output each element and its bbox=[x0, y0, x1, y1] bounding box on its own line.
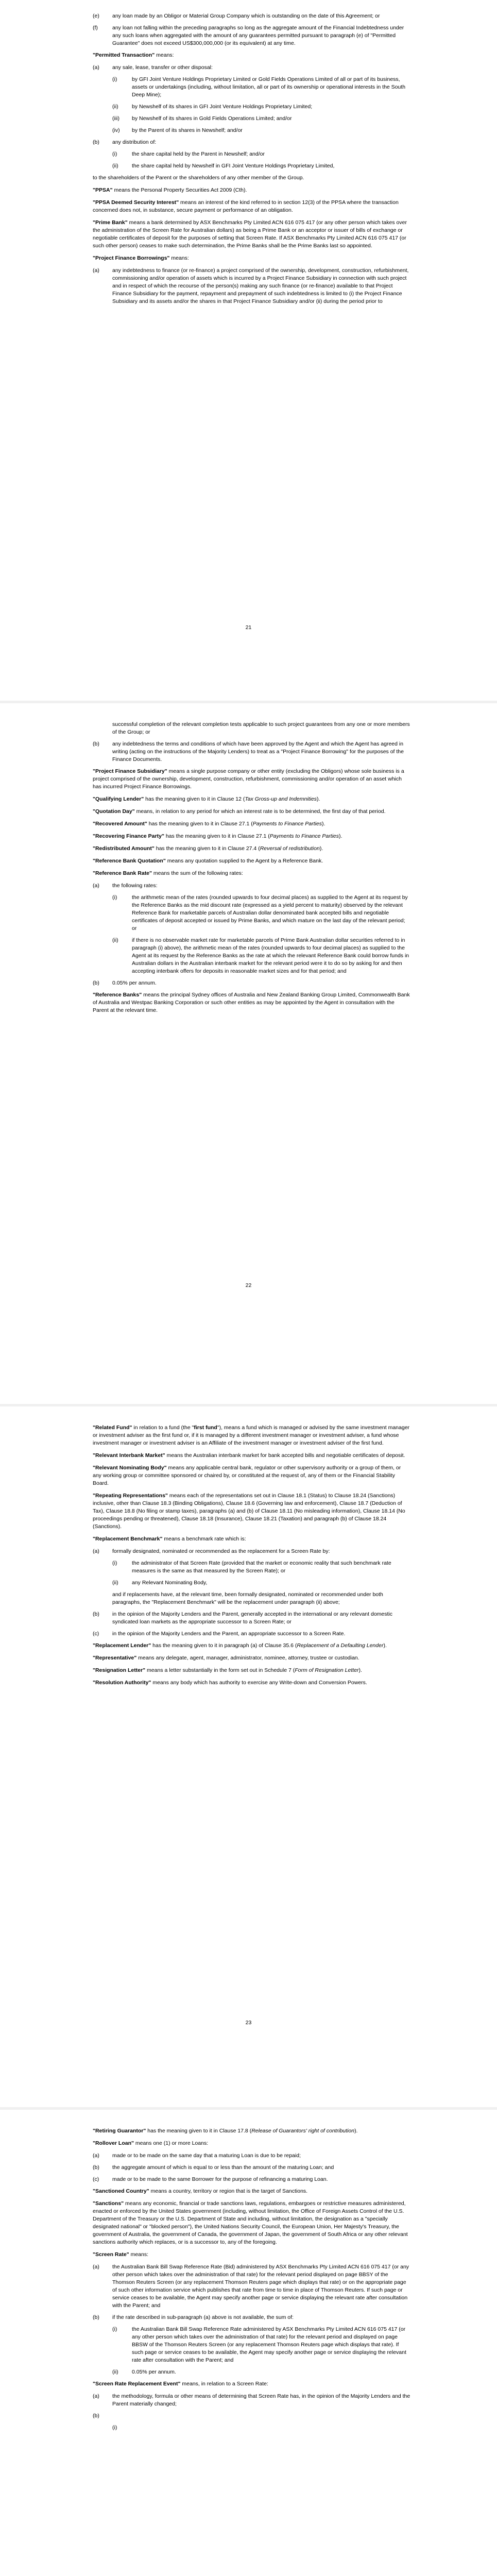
definition-text: "), means a fund which is managed or advised by the same investment manager or investment adviser as the first fund or, if it is managed by a different investment manager or investment adviser, a fund whose investment manager or investment adviser is an Affiliate of the investment manager or investment adviser of the first fund. bbox=[93, 1425, 410, 1446]
term: "Reference Banks" bbox=[93, 992, 142, 998]
clause-rbr-a-ii bbox=[93, 937, 411, 975]
clause-text: the methodology, formula or other means of determining that Screen Rate has, in the opinion of the Majority Lenders and the Parent materially changed; bbox=[112, 2393, 410, 2407]
term: "Recovered Amount" bbox=[93, 821, 147, 827]
term: "PPSA" bbox=[93, 187, 113, 193]
term: "Screen Rate" bbox=[93, 2251, 129, 2258]
term-inline: first fund bbox=[194, 1425, 217, 1431]
term: "Qualifying Lender" bbox=[93, 796, 144, 802]
page-24-content bbox=[93, 2127, 411, 2436]
clause-rb-b bbox=[93, 1611, 411, 1626]
page-number: 23 bbox=[245, 2020, 252, 2026]
definition-text: means the principal Sydney offices of Australia and New Zealand Banking Group Limited, Commonwealth Bank of Australia and Westpac Banking Corporation or such other entities as may be appointed by the Agent in consultation with the Parent at the relevant time. bbox=[93, 992, 410, 1013]
definition-redistributed-amount bbox=[93, 845, 411, 853]
term: "Reference Bank Rate" bbox=[93, 870, 152, 876]
clause-text: the share capital held by Newshelf in GFI Joint Venture Holdings Proprietary Limited, bbox=[132, 163, 335, 169]
clause-title: Release of Guarantors' right of contribution bbox=[251, 2128, 355, 2134]
definition-qualifying-lender bbox=[93, 795, 411, 803]
definition-recovered-amount bbox=[93, 820, 411, 828]
term: "Screen Rate Replacement Event" bbox=[93, 2381, 181, 2387]
clause-title: Form of Resignation Letter bbox=[295, 1667, 359, 1673]
term: "Resolution Authority" bbox=[93, 1680, 151, 1686]
definition-text: means each of the representations set out in Clause 18.1 (Status) to Clause 18.24 (Sanctions) inclusive, other than Clause 18.3 (Binding Obligations), Clause 18.6 (Governing law and enforcement), Clause 18.7 (Deduction of Tax), Clause 18.8 (No filing or stamp taxes), paragraphs (a) and (b) of Clause 18.11 (No misleading information), Clause 18.14 (No proceedings pending or threatened), Clause 18.18 (Insurance), Clause 18.21 (Taxation) and paragraph (b) of Clause 18.24 (Sanctions). bbox=[93, 1493, 405, 1530]
definition-text: means any delegate, agent, manager, administrator, nominee, attorney, trustee or custodian. bbox=[136, 1655, 359, 1661]
definition-text: means a benchmark rate which is: bbox=[162, 1536, 246, 1542]
definition-prime-bank bbox=[93, 219, 411, 250]
term: "Project Finance Borrowings" bbox=[93, 255, 170, 261]
clause-label: (i) bbox=[112, 2326, 117, 2332]
clause-sr-b-i bbox=[93, 2326, 411, 2364]
clause-text: successful completion of the relevant completion tests applicable to such project guarantees from any one or more members of the Group; or bbox=[112, 721, 410, 735]
clause-text: 0.05% per annum. bbox=[112, 980, 157, 986]
clause-text: the aggregate amount of which is equal to or less than the amount of the maturing Loan; and bbox=[112, 2164, 334, 2171]
term: "Retiring Guarantor" bbox=[93, 2128, 146, 2134]
clause-text: by Newshelf of its shares in GFI Joint Venture Holdings Proprietary Limited; bbox=[132, 104, 313, 110]
definition-reference-bank-quotation bbox=[93, 857, 411, 865]
clause-pfb-a bbox=[93, 267, 411, 306]
term: "Replacement Benchmark" bbox=[93, 1536, 163, 1542]
term: "Prime Bank" bbox=[93, 219, 128, 226]
clause-label: (ii) bbox=[112, 937, 118, 943]
definition-ppsa bbox=[93, 187, 411, 194]
clause-text: any loan not falling within the preceding paragraphs so long as the aggregate amount of the Financial Indebtedness under any such loans when aggregated with the amount of any guarantees permitted pursuant to paragraph (e) of "Permitted Guarantee" does not exceed US$300,000,000 (or its equivalent) at any time. bbox=[112, 25, 404, 46]
clause-label: (a) bbox=[93, 2264, 99, 2270]
definition-replacement-lender bbox=[93, 1642, 411, 1650]
clause-rb-a-i bbox=[93, 1560, 411, 1575]
clause-text: any Relevant Nominating Body, bbox=[132, 1580, 208, 1586]
definition-related-fund bbox=[93, 1424, 411, 1447]
clause-pt-b-i bbox=[93, 150, 411, 158]
clause-pt-a-iv bbox=[93, 127, 411, 134]
clause-label: (a) bbox=[93, 64, 99, 71]
clause-label: (i) bbox=[112, 76, 117, 82]
definition-permitted-transaction bbox=[93, 52, 411, 59]
definition-sanctioned-country bbox=[93, 2188, 411, 2195]
definition-text: means any body which has authority to exercise any Write-down and Conversion Powers. bbox=[151, 1680, 367, 1686]
punctuation: ). bbox=[317, 796, 320, 802]
definition-text: has the meaning given to it in paragraph (a) of Clause 35.6 ( bbox=[151, 1642, 297, 1649]
clause-label: (b) bbox=[93, 741, 99, 747]
clause-label: (ii) bbox=[112, 2369, 118, 2375]
clause-rb-a-tail bbox=[93, 1591, 411, 1606]
clause-pt-b bbox=[93, 139, 411, 146]
definition-project-finance-borrowings bbox=[93, 255, 411, 262]
term: "Redistributed Amount" bbox=[93, 845, 155, 852]
clause-label: (e) bbox=[93, 13, 99, 19]
clause-label: (i) bbox=[112, 1560, 117, 1566]
definition-quotation-day bbox=[93, 808, 411, 816]
term: "Quotation Day" bbox=[93, 808, 135, 815]
clause-e bbox=[93, 12, 411, 20]
definition-repeating-representations bbox=[93, 1492, 411, 1531]
term: "Sanctions" bbox=[93, 2200, 124, 2207]
page-23 bbox=[0, 1406, 497, 2107]
clause-pt-a-iii bbox=[93, 115, 411, 123]
clause-label: (a) bbox=[93, 1548, 99, 1554]
term: "Recovering Finance Party" bbox=[93, 833, 164, 839]
definition-text: has the meaning given to it in Clause 17.8 ( bbox=[146, 2128, 252, 2134]
clause-text: the following rates: bbox=[112, 883, 158, 889]
clause-text: made or to be made on the same day that a maturing Loan is due to be repaid; bbox=[112, 2153, 301, 2159]
clause-srre-b-i bbox=[93, 2424, 411, 2432]
clause-label: (b) bbox=[93, 1611, 99, 1617]
term: "Project Finance Subsidiary" bbox=[93, 768, 167, 774]
page-number: 21 bbox=[245, 624, 252, 631]
term: "Repeating Representations" bbox=[93, 1493, 168, 1499]
clause-title: Tax Gross-up and Indemnities bbox=[245, 796, 317, 802]
clause-sr-b bbox=[93, 2314, 411, 2321]
definition-rollover-loan bbox=[93, 2140, 411, 2147]
page-24 bbox=[0, 2110, 497, 2576]
clause-rbr-a-i bbox=[93, 894, 411, 933]
punctuation: ). bbox=[319, 845, 323, 852]
definition-recovering-finance-party bbox=[93, 833, 411, 840]
clause-label: (ii) bbox=[112, 104, 118, 110]
definition-resignation-letter bbox=[93, 1667, 411, 1674]
clause-label: (a) bbox=[93, 2393, 99, 2399]
clause-title: Payments to Finance Parties bbox=[252, 821, 322, 827]
definition-text: means a country, territory or region that is the target of Sanctions. bbox=[149, 2188, 308, 2194]
definition-replacement-benchmark bbox=[93, 1535, 411, 1543]
clause-label: (b) bbox=[93, 139, 99, 145]
definition-text: means: bbox=[169, 255, 189, 261]
clause-text: any distribution of: bbox=[112, 139, 157, 145]
term: "Relevant Interbank Market" bbox=[93, 1452, 165, 1459]
page-21 bbox=[0, 0, 497, 701]
clause-text: made or to be made to the same Borrower for the purpose of refinancing a maturing Loan. bbox=[112, 2176, 328, 2182]
clause-roll-b bbox=[93, 2164, 411, 2172]
definition-text: has the meaning given to it in Clause 12 ( bbox=[144, 796, 245, 802]
clause-label: (b) bbox=[93, 2164, 99, 2171]
clause-srre-b bbox=[93, 2412, 411, 2420]
definition-sanctions bbox=[93, 2200, 411, 2246]
clause-text: the share capital held by the Parent in Newshelf; and/or bbox=[132, 151, 265, 157]
clause-label: (iv) bbox=[112, 127, 120, 133]
clause-pfb-b bbox=[93, 740, 411, 764]
clause-pfb-a-continued bbox=[93, 721, 411, 736]
definition-text: in relation to a fund (the " bbox=[132, 1425, 194, 1431]
clause-label: (ii) bbox=[112, 163, 118, 169]
definition-text: means, in relation to any period for which an interest rate is to be determined, the first day of that period. bbox=[134, 808, 386, 815]
clause-text: 0.05% per annum. bbox=[132, 2369, 176, 2375]
term: "Reference Bank Quotation" bbox=[93, 858, 166, 864]
term: "Replacement Lender" bbox=[93, 1642, 151, 1649]
definition-relevant-nominating-body bbox=[93, 1464, 411, 1487]
clause-roll-c bbox=[93, 2176, 411, 2183]
term: "Related Fund" bbox=[93, 1425, 132, 1431]
clause-sr-a bbox=[93, 2263, 411, 2310]
clause-label: (i) bbox=[112, 894, 117, 901]
clause-title: Reversal of redistribution bbox=[260, 845, 320, 852]
definition-text: means the Australian interbank market for bank accepted bills and negotiable certificates of deposit. bbox=[165, 1452, 405, 1459]
definition-reference-bank-rate bbox=[93, 870, 411, 877]
punctuation: ). bbox=[383, 1642, 387, 1649]
definition-screen-rate bbox=[93, 2251, 411, 2259]
clause-pt-a-i bbox=[93, 76, 411, 99]
clause-text: the arithmetic mean of the rates (rounded upwards to four decimal places) as supplied to the Agent at its request by the Reference Banks as the mid discount rate (expressed as a yield percent to maturity) observed by the relevant Reference Bank for marketable parcels of Australian dollar denominated bank accepted bills and negotiable certificates of deposit accepted or issued by Prime Banks, and which mature on the last day of the relevant period; or bbox=[132, 894, 408, 931]
page-21-content bbox=[93, 12, 411, 310]
term: "PPSA Deemed Security Interest" bbox=[93, 199, 179, 206]
definition-screen-rate-replacement-event bbox=[93, 2380, 411, 2388]
clause-text: the Australian Bank Bill Swap Reference Rate administered by ASX Benchmarks Pty Limited ACN 616 075 417 (or any other person which takes over the administration of that rate) for the relevant period and displayed on page BBSW of the Thomson Reuters Screen (or any replacement Thomson Reuters page which displays that rate). If such page or service ceases to be available, the Agent may specify another page or service displaying the relevant rate after consultation with the Parent; and bbox=[132, 2326, 406, 2363]
clause-text: by Newshelf of its shares in Gold Fields Operations Limited; and/or bbox=[132, 115, 292, 122]
clause-rb-c bbox=[93, 1630, 411, 1638]
definition-retiring-guarantor bbox=[93, 2127, 411, 2135]
clause-text: if the rate described in sub-paragraph (a) above is not available, the sum of: bbox=[112, 2314, 294, 2320]
clause-text: in the opinion of the Majority Lenders and the Parent, an appropriate successor to a Screen Rate. bbox=[112, 1631, 346, 1637]
clause-roll-a bbox=[93, 2152, 411, 2160]
clause-rbr-b bbox=[93, 979, 411, 987]
term: "Relevant Nominating Body" bbox=[93, 1465, 167, 1471]
definition-resolution-authority bbox=[93, 1679, 411, 1687]
clause-label: (a) bbox=[93, 2153, 99, 2159]
clause-label: (a) bbox=[93, 267, 99, 274]
page-number: 22 bbox=[245, 1282, 252, 1289]
clause-label: (b) bbox=[93, 2413, 99, 2419]
definition-text: has the meaning given to it in Clause 27.1 ( bbox=[147, 821, 253, 827]
definition-text: means the Personal Property Securities Act 2009 (Cth). bbox=[112, 187, 247, 193]
clause-rbr-a bbox=[93, 882, 411, 890]
page-23-content bbox=[93, 1424, 411, 1691]
clause-text: by the Parent of its shares in Newshelf; and/or bbox=[132, 127, 243, 133]
clause-label: (i) bbox=[112, 151, 117, 157]
term: "Sanctioned Country" bbox=[93, 2188, 149, 2194]
clause-pt-b-ii bbox=[93, 162, 411, 170]
definition-text: has the meaning given to it in Clause 27.4 ( bbox=[154, 845, 260, 852]
punctuation: ). bbox=[358, 1667, 362, 1673]
clause-text: by GFI Joint Venture Holdings Proprietary Limited or Gold Fields Operations Limited of all or part of its business, assets or undertakings (including, without limitation, all or part of its ownership or operational interests in the South Deep Mine); bbox=[132, 76, 406, 98]
definition-ppsa-deemed bbox=[93, 199, 411, 214]
clause-text: and if replacements have, at the relevant time, been formally designated, nominated or recommended under both paragraphs, the "Replacement Benchmark" will be the replacement under paragraph (ii) above; bbox=[112, 1591, 383, 1605]
punctuation: ). bbox=[354, 2128, 358, 2134]
clause-text: any indebtedness to finance (or re-finance) a project comprised of the ownership, development, construction, refurbishment, commissioning and/or operation of assets which is incurred by a Project Finance Subsidiary in connection with such project and in respect of which the recourse of the person(s) making any such finance (or re-finance) available to that Project Finance Subsidiary for the payment, repayment and prepayment of such indebtedness is limited to (i) the Project Finance Subsidiary and its assets and/or the shares in that Project Finance Subsidiary and/or (ii) during the period prior to bbox=[112, 267, 409, 304]
clause-text: formally designated, nominated or recommended as the replacement for a Screen Rate by: bbox=[112, 1548, 330, 1554]
clause-rb-a bbox=[93, 1548, 411, 1555]
definition-text: has the meaning given to it in Clause 27.1 ( bbox=[164, 833, 270, 839]
clause-text: if there is no observable market rate for marketable parcels of Prime Bank Australian dollar securities referred to in paragraph (i) above), the arithmetic mean of the rates (rounded upwards to four decimal places) as supplied to the Agent at its request by the Reference Banks as the rate at which the relevant Reference Bank could borrow funds in Australian dollars in the Australian interbank market for the relevant period were it to do so by asking for and then accepting interbank offers for deposits in reasonable market sizes and for that period; and bbox=[132, 937, 409, 974]
definition-text: means one (1) or more Loans: bbox=[133, 2140, 209, 2146]
clause-pt-a bbox=[93, 64, 411, 72]
definition-text: means a single purpose company or other entity (excluding the Obligors) whose sole business is a project comprised of the ownership, development, construction, refurbishment, commissioning and/or operation of an asset which has incurred Project Finance Borrowings. bbox=[93, 768, 404, 790]
definition-text: means any economic, financial or trade sanctions laws, regulations, embargoes or restrictive measures administered, enacted or enforced by the United States government (including, without limitation, the Office of Foreign Assets Control of the U.S. Department of the Treasury or the U.S. Department of State and including, without limitation, the designation as a "specially designated national" or "blocked person"), the United Nations Security Council, the European Union, Her Majesty's Treasury, the government of Australia, the government of Canada, the government of Japan, the government of South Africa or any other relevant sanctions authority which replaces, or is a successor to, any of the foregoing. bbox=[93, 2200, 408, 2245]
clause-title: Payments to Finance Parties bbox=[269, 833, 339, 839]
definition-text: means any quotation supplied to the Agent by a Reference Bank. bbox=[165, 858, 323, 864]
definition-relevant-interbank-market bbox=[93, 1452, 411, 1460]
clause-label: (c) bbox=[93, 1631, 99, 1637]
clause-label: (a) bbox=[93, 883, 99, 889]
definition-text: means, in relation to a Screen Rate: bbox=[180, 2381, 268, 2387]
clause-sr-b-ii bbox=[93, 2368, 411, 2376]
clause-srre-a bbox=[93, 2393, 411, 2408]
definition-text: means a bank determined by ASX Benchmarks Pty Limited ACN 616 075 417 (or any other person which takes over the administration of the Screen Rate for Australian dollars) as being a Prime Bank or an acceptor or issuer of bills of exchange or negotiable certificates of deposit for the purposes of setting that Screen Rate. If ASX Benchmarks Pty Limited ACN 616 075 417 (or such other person) ceases to make such determination, the Prime Banks shall be the Prime Banks last so appointed. bbox=[93, 219, 407, 249]
clause-label: (ii) bbox=[112, 1580, 118, 1586]
definition-text: means a letter substantially in the form set out in Schedule 7 ( bbox=[145, 1667, 295, 1673]
page-22 bbox=[0, 703, 497, 1404]
punctuation: ). bbox=[321, 821, 325, 827]
clause-text: any sale, lease, transfer or other disposal: bbox=[112, 64, 213, 71]
definition-text: means an interest of the kind referred to in section 12(3) of the PPSA where the transaction concerned does not, in substance, secure payment or performance of an obligation. bbox=[93, 199, 399, 213]
clause-label: (b) bbox=[93, 2314, 99, 2320]
clause-text: the administrator of that Screen Rate (provided that the market or economic reality that such benchmark rate measures is the same as that measured by the Screen Rate); or bbox=[132, 1560, 391, 1574]
definition-text: means the sum of the following rates: bbox=[152, 870, 243, 876]
clause-text: any loan made by an Obligor or Material Group Company which is outstanding on the date of this Agreement; or bbox=[112, 13, 380, 19]
clause-pt-a-ii bbox=[93, 103, 411, 111]
term: "Resignation Letter" bbox=[93, 1667, 146, 1673]
punctuation: ). bbox=[339, 833, 342, 839]
clause-label: (b) bbox=[93, 980, 99, 986]
clause-title: Replacement of a Defaulting Lender bbox=[297, 1642, 384, 1649]
clause-text: any indebtedness the terms and conditions of which have been approved by the Agent and which the Agent has agreed in writing (acting on the instructions of the Majority Lenders) to treat as a "Project Finance Borrowing" for the purposes of the Finance Documents. bbox=[112, 741, 404, 762]
definition-project-finance-subsidiary bbox=[93, 768, 411, 791]
definition-text: means any applicable central bank, regulator or other supervisory authority or a group of them, or any working group or committee sponsored or chaired by, or constituted at the request of, any of them or the Financial Stability Board. bbox=[93, 1465, 401, 1486]
definition-representative bbox=[93, 1654, 411, 1662]
definition-text: means: bbox=[155, 52, 174, 58]
term: "Permitted Transaction" bbox=[93, 52, 155, 58]
term: "Representative" bbox=[93, 1655, 137, 1661]
clause-f bbox=[93, 24, 411, 47]
clause-rb-a-ii bbox=[93, 1579, 411, 1587]
definition-reference-banks bbox=[93, 991, 411, 1014]
clause-text: the Australian Bank Bill Swap Reference Rate (Bid) administered by ASX Benchmarks Pty Limited ACN 616 075 417 (or any other person which takes over the administration of that rate) for the relevant period displayed on page BBSY of the Thomson Reuters Screen (or any replacement Thomson Reuters page which displays that rate) or on the appropriate page of such other information service which publishes that rate from time to time in place of Thomson Reuters. If such page or service ceases to be available, the Agent may specify another page or service displaying the relevant rate after consultation with the Parent; and bbox=[112, 2264, 409, 2309]
clause-label: (i) bbox=[112, 2425, 117, 2431]
clause-label: (c) bbox=[93, 2176, 99, 2182]
clause-label: (iii) bbox=[112, 115, 119, 122]
definition-text: means: bbox=[129, 2251, 149, 2258]
clause-label: (f) bbox=[93, 25, 98, 31]
term: "Rollover Loan" bbox=[93, 2140, 134, 2146]
permitted-transaction-tail: to the shareholders of the Parent or the shareholders of any other member of the Group. bbox=[93, 175, 304, 181]
page-22-content bbox=[93, 721, 411, 1019]
clause-text: in the opinion of the Majority Lenders and the Parent, generally accepted in the international or any relevant domestic syndicated loan markets as the appropriate successor to a Screen Rate; or bbox=[112, 1611, 393, 1625]
